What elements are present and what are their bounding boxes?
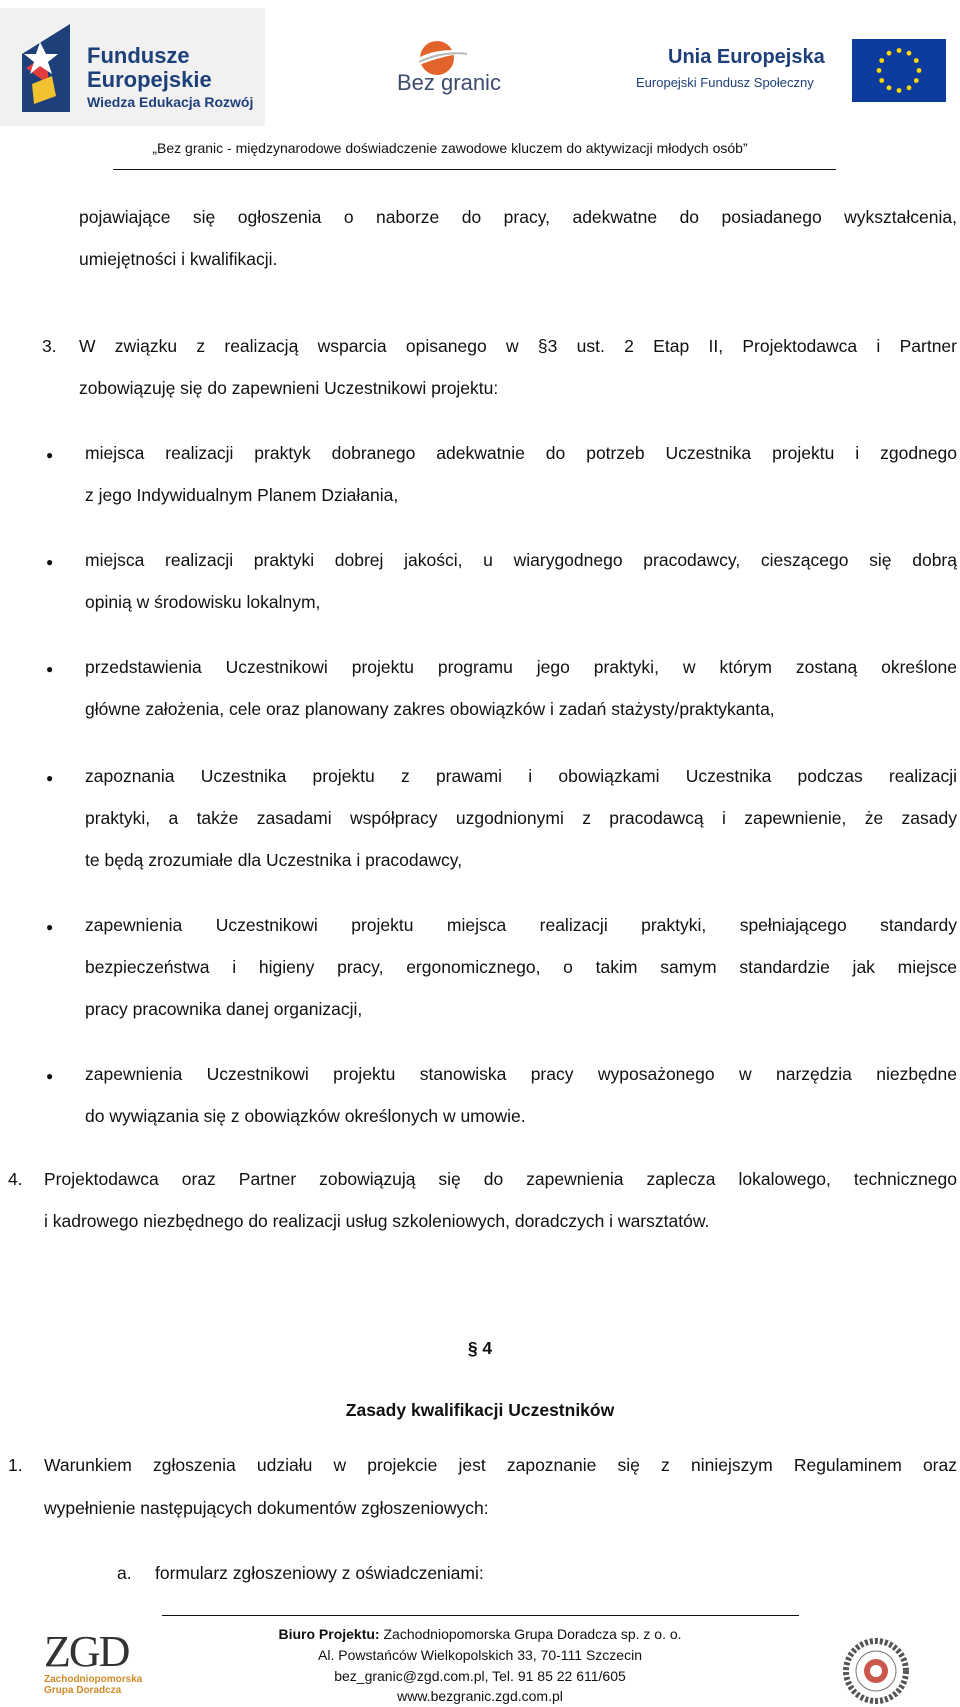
list-item-number: 4. (8, 1169, 23, 1189)
fundusze-europejskie-emblem-icon (22, 24, 70, 112)
eu-star-icon (907, 85, 912, 90)
paragraph-continuation-line: umiejętności i kwalifikacji. (79, 249, 278, 269)
bullet-item-text: miejsca realizacji praktyk dobranego adekwatnie do potrzeb Uczestnika projektu i zgodnego (85, 443, 957, 463)
list-item-text: W związku z realizacją wsparcia opisanego w §3 ust. 2 Etap II, Projektodawca i Partner (79, 336, 957, 356)
bullet-item-text: główne założenia, cele oraz planowany zakres obowiązków i zadań stażysty/praktykanta, (85, 699, 775, 719)
footer-office-label: Biuro Projektu: (278, 1626, 380, 1642)
footer-address: Al. Powstańców Wielkopolskich 33, 70-111 Szczecin (318, 1647, 642, 1663)
eu-star-icon (897, 88, 902, 93)
sub-item-text: formularz zgłoszeniowy z oświadczeniami: (155, 1563, 484, 1583)
list-item-text: zobowiązuję się do zapewnieni Uczestnikowi projektu: (79, 378, 499, 398)
header-divider (113, 169, 836, 170)
bullet-icon: ● (46, 771, 54, 785)
list-item-text: i kadrowego niezbędnego do realizacji usług szkoleniowych, doradczych i warsztatów. (44, 1211, 710, 1231)
eu-star-icon (917, 68, 922, 73)
list-item-text: Projektodawca oraz Partner zobowiązują się do zapewnienia zaplecza lokalowego, technicznego (44, 1169, 957, 1189)
eu-star-icon (877, 68, 882, 73)
list-item-text: wypełnienie następujących dokumentów zgłoszeniowych: (44, 1498, 489, 1518)
bullet-item-text: do wywiązania się z obowiązków określonych w umowie. (85, 1106, 526, 1126)
footer-office-name: Zachodniopomorska Grupa Doradcza sp. z o. o. (379, 1626, 682, 1642)
fundusze-europejskie-logo (0, 8, 265, 126)
zgd-logo-subtitle: Zachodniopomorska Grupa Doradcza (44, 1674, 143, 1696)
footer-divider (162, 1615, 799, 1616)
paragraph-continuation-line: pojawiające się ogłoszenia o naborze do pracy, adekwatne do posiadanego wykształcenia, (79, 207, 957, 227)
zgd-logo (44, 1627, 143, 1696)
integration-centre-seal-icon (840, 1635, 912, 1707)
eu-star-icon (897, 48, 902, 53)
project-motto: „Bez granic - międzynarodowe doświadczenie zawodowe kluczem do aktywizacji młodych osób” (152, 140, 748, 156)
eu-subtitle: Europejski Fundusz Społeczny (636, 75, 814, 90)
eu-star-icon (887, 85, 892, 90)
eu-star-icon (907, 51, 912, 56)
footer-website[interactable]: www.bezgranic.zgd.com.pl (397, 1688, 563, 1704)
bullet-item-text: miejsca realizacji praktyki dobrej jakości, u wiarygodnego pracodawcy, cieszącego się dobrą (85, 550, 957, 570)
bullet-item-text: pracy pracownika danej organizacji, (85, 999, 363, 1019)
sub-item-letter: a. (117, 1563, 132, 1583)
fe-logo-tagline: Wiedza Edukacja Rozwój (87, 94, 254, 110)
bullet-item-text: te będą zrozumiałe dla Uczestnika i pracodawcy, (85, 850, 463, 870)
bullet-item-text: praktyki, a także zasadami współpracy uzgodnionymi z pracodawcą i zapewnienie, że zasady (85, 808, 957, 828)
bullet-item-text: zapoznania Uczestnika projektu z prawami i obowiązkami Uczestnika podczas realizacji (85, 766, 957, 786)
bullet-icon: ● (46, 920, 54, 934)
zgd-logo-text: ZGD (44, 1627, 129, 1676)
bez-granic-logo-text: Bez granic (397, 70, 501, 95)
eu-star-icon (887, 51, 892, 56)
fe-logo-title: Fundusze Europejskie (87, 43, 212, 92)
bullet-icon: ● (46, 555, 54, 569)
list-item-text: Warunkiem zgłoszenia udziału w projekcie jest zapoznanie się z niniejszym Regulaminem oraz (44, 1455, 957, 1475)
bullet-icon: ● (46, 1069, 54, 1083)
list-item-number: 3. (42, 336, 57, 356)
bullet-item-text: z jego Indywidualnym Planem Działania, (85, 485, 399, 505)
section-title: Zasady kwalifikacji Uczestników (345, 1400, 615, 1420)
section-number: § 4 (467, 1338, 493, 1358)
eu-title: Unia Europejska (668, 46, 825, 68)
bullet-icon: ● (46, 662, 54, 676)
bullet-icon: ● (46, 448, 54, 462)
bullet-item-text: przedstawienia Uczestnikowi projektu programu jego praktyki, w którym zostaną określone (85, 657, 957, 677)
footer-contact: bez_granic@zgd.com.pl, Tel. 91 85 22 611/605 (334, 1668, 626, 1684)
eu-star-icon (879, 58, 884, 63)
footer-office (170, 1626, 790, 1642)
bullet-item-text: zapewnienia Uczestnikowi projektu stanowiska pracy wyposażonego w narzędzia niezbędne (85, 1064, 957, 1084)
eu-star-icon (914, 78, 919, 83)
list-item-number: 1. (8, 1455, 23, 1475)
bullet-item-text: bezpieczeństwa i higieny pracy, ergonomicznego, o takim samym standardzie jak miejsce (85, 957, 957, 977)
bullet-item-text: opinią w środowisku lokalnym, (85, 592, 321, 612)
eu-star-icon (914, 58, 919, 63)
eu-star-icon (879, 78, 884, 83)
eu-flag-icon (852, 39, 946, 102)
bullet-item-text: zapewnienia Uczestnikowi projektu miejsca realizacji praktyki, spełniającego standardy (85, 915, 957, 935)
